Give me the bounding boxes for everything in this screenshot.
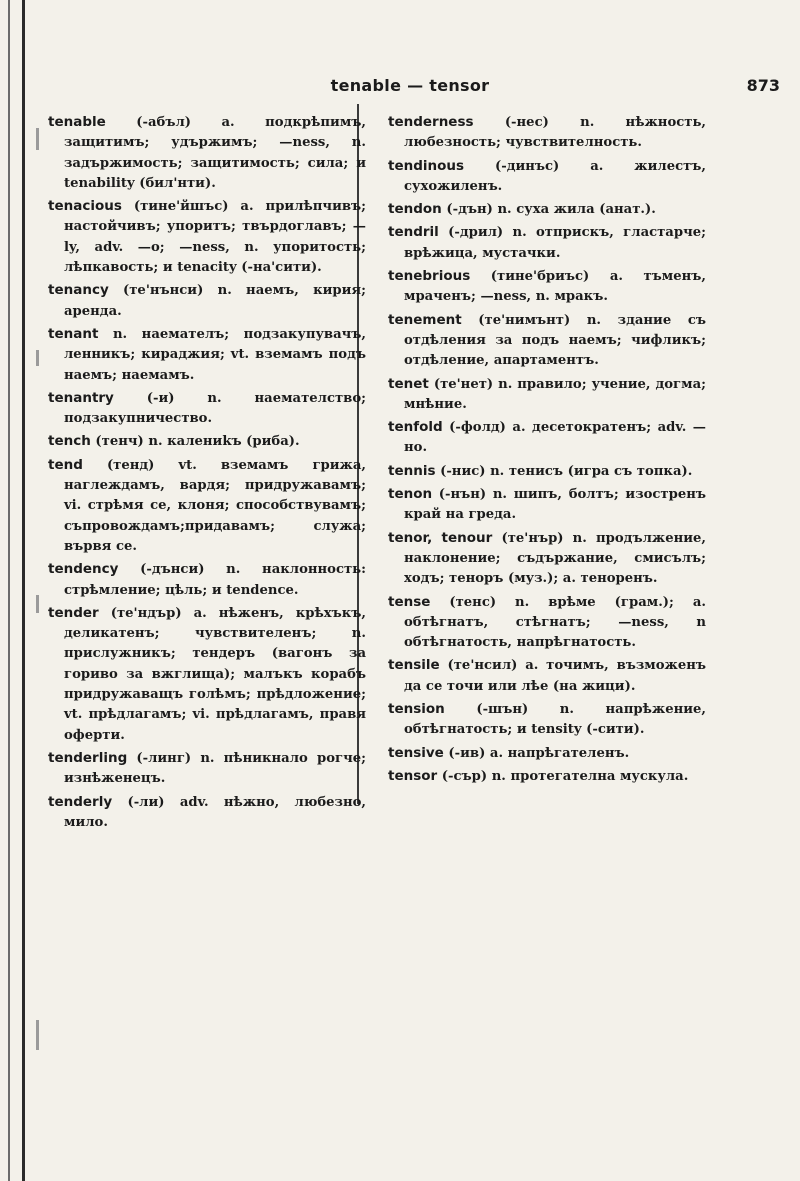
entry-definition: (те'нър) n. продължение, наклонение; съдържание, смисълъ; ходъ; теноръ (муз.); a. теноренъ. xyxy=(404,530,707,587)
dictionary-entry xyxy=(388,743,706,764)
dictionary-entry xyxy=(388,766,706,787)
dictionary-entry xyxy=(48,792,366,834)
entry-definition: (-нес) n. нѣжность, любезность; чувствителность. xyxy=(404,115,706,151)
entry-headword: tenable xyxy=(48,114,106,130)
entry-definition: (тенч) n. калениkъ (риба). xyxy=(90,434,300,450)
dictionary-entry xyxy=(388,156,706,198)
entry-definition: (-сър) n. протегателна мускула. xyxy=(437,768,689,784)
entry-definition: n. наемателъ; подзакупувачъ, ленникъ; кираджия; vt. вземамъ подъ наемъ; наемамъ. xyxy=(64,326,366,383)
dictionary-entry xyxy=(388,484,706,526)
entry-definition: (-динъс) a. жилестъ, сухожиленъ. xyxy=(404,158,706,194)
entry-headword: tench xyxy=(48,433,91,450)
entry-definition: (-ив) a. напрѣгателенъ. xyxy=(443,745,630,761)
dictionary-entry xyxy=(48,431,366,452)
entry-headword: tendril xyxy=(388,224,439,241)
entry-headword: tenet xyxy=(388,375,429,392)
running-head: tenable — tensor xyxy=(330,76,490,95)
entry-definition: (-шън) n. напрѣжение, обтѣгнатость; и tensity (-сити). xyxy=(404,702,706,738)
entry-definition: (-линг) n. пѣникнало рогче; изнѣженецъ. xyxy=(64,750,366,787)
entry-headword: tenancy xyxy=(48,282,109,299)
entry-definition: (те'нсил) a. точимъ, възможенъ да се точи или лѣе (на жици). xyxy=(404,658,706,694)
dictionary-entry xyxy=(48,112,366,194)
dictionary-entry xyxy=(388,699,706,741)
dictionary-entry xyxy=(48,455,366,557)
entry-headword: tenacious xyxy=(48,198,122,215)
dictionary-entry xyxy=(388,112,706,154)
entry-headword: tenderly xyxy=(48,793,113,810)
dictionary-entry xyxy=(388,655,706,697)
entry-definition: (тине'бриъс) a. тъменъ, мраченъ; —ness, n. мракъ. xyxy=(404,269,706,305)
dictionary-entry xyxy=(388,528,706,590)
dictionary-entry xyxy=(388,310,706,372)
entry-definition: (те'нънси) n. наемъ, кирия; аренда. xyxy=(64,283,366,319)
dictionary-entry xyxy=(388,461,706,482)
entry-headword: tender xyxy=(48,604,99,621)
entry-definition: (-и) n. наемателство; подзакупничество. xyxy=(64,390,366,427)
entry-headword: tenant xyxy=(48,325,99,342)
entry-definition: (-дън) n. суха жила (анат.). xyxy=(441,202,656,218)
dictionary-entry xyxy=(48,280,366,322)
dictionary-entry xyxy=(388,417,706,459)
margin-mark xyxy=(36,350,39,366)
dictionary-entry xyxy=(388,199,706,220)
entry-headword: tendinous xyxy=(388,157,465,174)
entry-headword: tend xyxy=(48,456,83,473)
dictionary-entry xyxy=(388,266,706,308)
entry-definition: (те'ндър) a. нѣженъ, крѣхъкъ, деликатенъ; чувствителенъ; n. прислужникъ; тендеръ (вагонъ за гориво за вжглища); малъкъ корабъ придружаващъ голѣмъ; прѣдложение; vt. прѣдлагамъ; vi. прѣдлагамъ, правя оферти. xyxy=(64,605,366,743)
entry-headword: tensive xyxy=(388,744,444,761)
dictionary-entry xyxy=(48,324,366,386)
page-header xyxy=(40,76,780,102)
entry-headword: tendon xyxy=(388,201,442,218)
entry-headword: tenderling xyxy=(48,749,128,766)
entry-definition: (-дънси) n. наклонность: стрѣмление; цѣль; и tendence. xyxy=(64,562,366,598)
right-column xyxy=(388,112,706,789)
entry-headword: tennis xyxy=(388,462,436,479)
entry-headword: tenantry xyxy=(48,389,114,406)
entry-headword: tension xyxy=(388,701,445,718)
page-edge-shadow xyxy=(8,0,10,1181)
dictionary-entry xyxy=(48,603,366,746)
entry-headword: tenement xyxy=(388,311,462,328)
dictionary-entry xyxy=(48,748,366,790)
entry-definition: (-ли) adv. нѣжно, любезно, мило. xyxy=(64,794,366,830)
entry-definition: (-фолд) a. десетократенъ; adv. —но. xyxy=(404,420,706,456)
left-column xyxy=(48,112,366,835)
entry-definition: (тине'йшъс) a. прилѣпчивъ; настойчивъ; упоритъ; твърдоглавъ; —ly, adv. —о; —ness, n. упоритость; лѣпкавость; и tenacity (-на'сити). xyxy=(64,199,366,276)
entry-headword: tenor, tenour xyxy=(388,529,493,546)
dictionary-entry xyxy=(48,388,366,430)
entry-definition: (те'нет) n. правило; учение, догма; мнѣние. xyxy=(404,376,706,412)
entry-headword: tenon xyxy=(388,486,433,503)
entry-headword: tensile xyxy=(388,657,440,674)
dictionary-entry xyxy=(48,559,366,601)
page-number: 873 xyxy=(746,76,780,95)
dictionary-entry xyxy=(388,592,706,654)
entry-definition: (те'нимънт) n. здание съ отдѣления за подъ наемъ; чифликъ; отдѣление, апартаментъ. xyxy=(404,312,706,369)
entry-headword: tenderness xyxy=(388,114,474,130)
margin-mark xyxy=(36,128,39,150)
margin-mark xyxy=(36,595,39,613)
page-binding-edge xyxy=(22,0,25,1181)
entry-definition: (-нис) n. тенисъ (игра съ топка). xyxy=(435,463,693,479)
entry-headword: tendency xyxy=(48,561,119,578)
dictionary-entry xyxy=(48,196,366,278)
entry-definition: (-нън) n. шипъ, болтъ; изостренъ край на греда. xyxy=(404,487,706,523)
entry-definition: (-дрил) n. отприскъ, гластарче; врѣжица, мустачки. xyxy=(404,225,706,261)
entry-definition: (-абъл) a. подкрѣпимъ, защитимъ; удържимъ; —ness, n. задържимость; защитимость; сила; и tenability (бил'нти). xyxy=(64,115,366,191)
entry-definition: (тенд) vt. вземамъ грижа, наглеждамъ, вардя; придружавамъ; vi. стрѣмя се, клоня; способствувамъ; съпровождамъ;придавамъ; служа; вървя се. xyxy=(64,457,366,554)
margin-mark xyxy=(36,1020,39,1050)
entry-definition: (тенс) n. врѣме (грам.); a. обтѣгнатъ, стѣгнатъ; —ness, n обтѣгнатость, напрѣгнатость. xyxy=(404,594,706,651)
entry-headword: tenebrious xyxy=(388,268,471,285)
entry-headword: tensor xyxy=(388,767,438,784)
dictionary-entry xyxy=(388,222,706,264)
entry-headword: tense xyxy=(388,593,431,610)
dictionary-entry xyxy=(388,374,706,416)
entry-headword: tenfold xyxy=(388,419,443,436)
